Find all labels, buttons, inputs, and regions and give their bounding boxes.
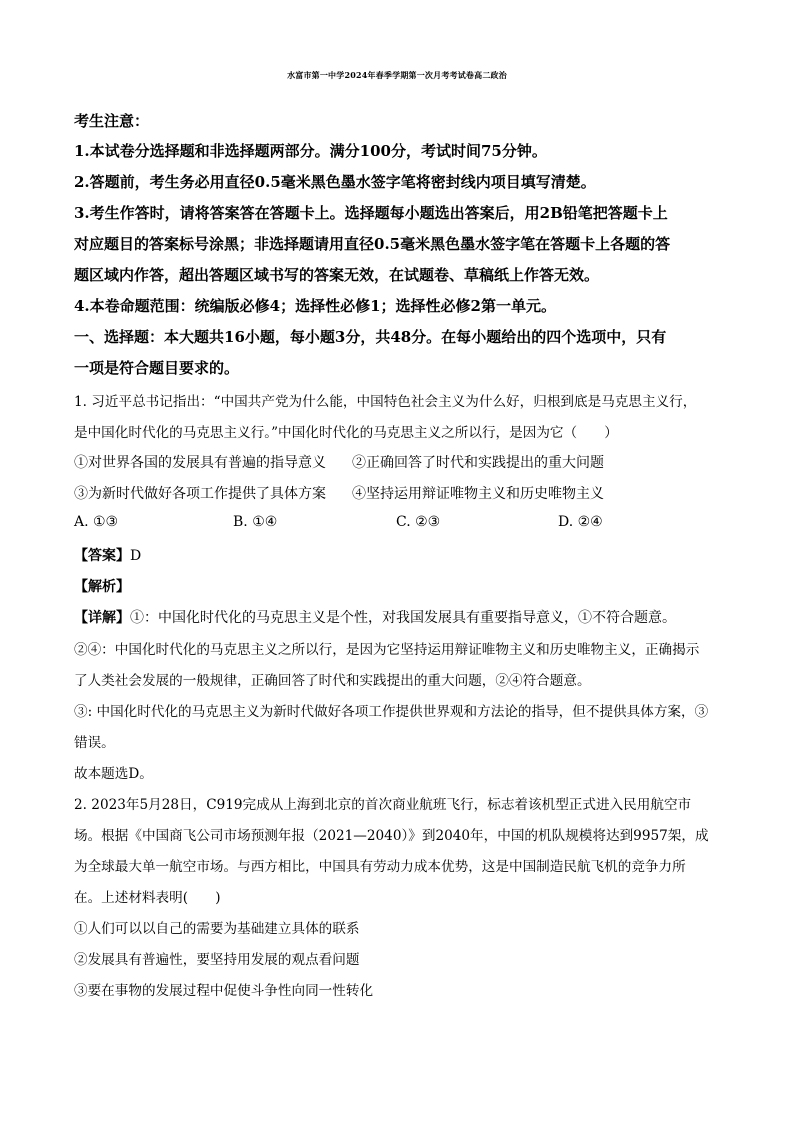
q1-detail-2a: ②④：中国化时代化的马克思主义之所以行，是因为它坚持运用辩证唯物主义和历史唯物主义，正确揭示 [74, 642, 700, 658]
analysis-tag: 【解析】 [74, 579, 130, 595]
notice-line-3a: 3.考生作答时，请将答案答在答题卡上。选择题每小题选出答案后，用2B铅笔把答题卡上 [74, 204, 668, 222]
q1-detail-1 [74, 607, 676, 627]
notice-line-2: 2.答题前，考生务必用直径0.5毫米黑色墨水签字笔将密封线内项目填写清楚。 [74, 173, 596, 191]
q2-statement-2: ②发展具有普遍性，要坚持用发展的观点看问题 [74, 952, 360, 968]
q1-statement-2: ②正确回答了时代和实践提出的重大问题 [352, 455, 604, 471]
answer-tag: 【答案】 [74, 548, 130, 564]
page-title: 水富市第一中学2024年春季学期第一次月考考试卷高二政治 [287, 70, 507, 80]
notice-line-3b: 对应题目的答案标号涂黑；非选择题请用直径0.5毫米黑色墨水签字笔在答题卡上各题的答 [74, 235, 671, 253]
q1-analysis-tag [74, 576, 130, 596]
q1-answer [74, 545, 141, 565]
notice-line-4: 4.本卷命题范围：统编版必修4；选择性必修1；选择性必修2第一单元。 [74, 297, 556, 315]
q1-stem-2: 是中国化时代化的马克思主义行。”中国化时代化的马克思主义之所以行，是因为它（ ） [74, 425, 618, 441]
q2-statement-1: ①人们可以以自己的需要为基础建立具体的联系 [74, 921, 360, 937]
q1-detail-2b: 了人类社会发展的一般规律，正确回答了时代和实践提出的重大问题，②④符合题意。 [74, 673, 591, 689]
q1-detail-3a: ③: 中国化时代化的马克思主义为新时代做好各项工作提供世界观和方法论的指导，但不提供具体方案，③ [74, 704, 709, 720]
q1-statement-3: ③为新时代做好各项工作提供了具体方案 [74, 486, 326, 502]
q1-detail-3b: 错误。 [74, 735, 115, 751]
q1-conclusion: 故本题选D。 [74, 766, 153, 782]
q1-option-a: A. ①③ [74, 514, 119, 530]
q1-statement-4: ④坚持运用辩证唯物主义和历史唯物主义 [352, 486, 604, 502]
q1-statement-1: ①对世界各国的发展具有普遍的指导意义 [74, 455, 326, 471]
detail-tag: 【详解】 [74, 610, 130, 626]
q2-line-1: 2. 2023年5月28日，C919完成从上海到北京的首次商业航班飞行，标志着该机型正式进入民用航空市 [74, 797, 692, 813]
q1-option-b: B. ①④ [233, 514, 278, 530]
section-heading-1: 一、选择题：本大题共16小题，每小题3分，共48分。在每小题给出的四个选项中，只有 [74, 328, 667, 346]
q1-option-c: C. ②③ [396, 514, 441, 530]
q2-statement-3: ③要在事物的发展过程中促使斗争性向同一性转化 [74, 983, 374, 999]
answer-value: D [130, 548, 142, 564]
q2-line-3: 为全球最大单一航空市场。与西方相比，中国具有劳动力成本优势，这是中国制造民航飞机的竞争力所 [74, 859, 686, 875]
detail-text-1: ①：中国化时代化的马克思主义是个性，对我国发展具有重要指导意义，①不符合题意。 [130, 610, 676, 626]
notice-line-3c: 题区域内作答，超出答题区域书写的答案无效，在试题卷、草稿纸上作答无效。 [74, 266, 600, 284]
q1-option-d: D. ②④ [558, 514, 603, 530]
q1-stem-1: 1. 习近平总书记指出：“中国共产党为什么能，中国特色社会主义为什么好，归根到底是马克思主义行， [74, 394, 697, 410]
q2-line-2: 场。根据《中国商飞公司市场预测年报（2021—2040）》到2040年，中国的机队规模将达到9957架，成 [74, 828, 709, 844]
notice-heading: 考生注意： [74, 112, 150, 130]
section-heading-2: 一项是符合题目要求的。 [74, 359, 240, 377]
notice-line-1: 1.本试卷分选择题和非选择题两部分。满分100分，考试时间75分钟。 [74, 142, 547, 160]
q2-line-4: 在。上述材料表明( ) [74, 890, 221, 906]
